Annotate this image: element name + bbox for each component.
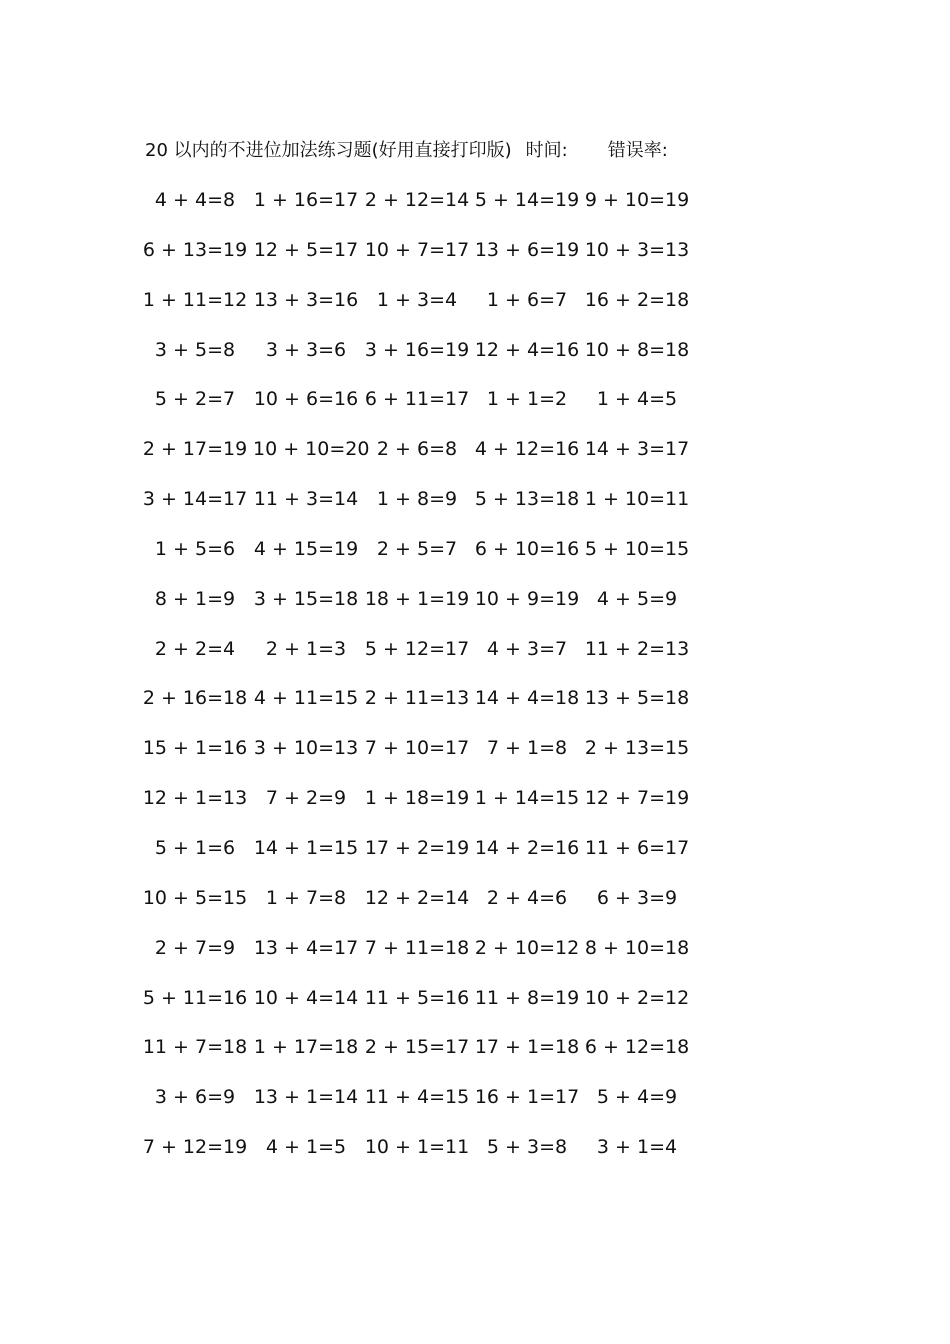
- problem-row: [150, 833, 710, 883]
- problem-item: 1 + 1=2: [486, 388, 568, 411]
- problem-item: 10 + 1=11: [364, 1136, 470, 1159]
- problem-grid: [142, 185, 710, 1182]
- problem-item: 12 + 4=16: [474, 338, 580, 361]
- problem-item: 3 + 16=19: [364, 338, 470, 361]
- problem-row: [142, 285, 710, 335]
- problem-item: 5 + 10=15: [584, 537, 690, 560]
- worksheet-header: [145, 137, 668, 165]
- problem-item: 7 + 12=19: [142, 1136, 248, 1159]
- problem-item: 6 + 13=19: [142, 238, 248, 261]
- problem-item: 11 + 7=18: [142, 1036, 248, 1059]
- problem-item: 1 + 16=17: [253, 189, 359, 211]
- problem-row: [142, 484, 710, 534]
- problem-row: [150, 384, 710, 434]
- problem-item: 10 + 7=17: [364, 238, 470, 261]
- problem-item: 2 + 11=13: [364, 687, 470, 710]
- problem-item: 11 + 8=19: [474, 986, 580, 1009]
- problem-item: 2 + 2=4: [154, 637, 236, 660]
- problem-item: 11 + 5=16: [364, 986, 470, 1009]
- problem-item: 5 + 14=19: [474, 189, 580, 211]
- problem-item: 16 + 2=18: [584, 288, 690, 311]
- problem-item: 16 + 1=17: [474, 1086, 580, 1109]
- problem-item: 4 + 3=7: [486, 637, 568, 660]
- error-rate-label: 错误率:: [607, 140, 668, 161]
- problem-item: 13 + 3=16: [253, 288, 359, 311]
- problem-item: 1 + 4=5: [596, 388, 678, 411]
- problem-item: 5 + 12=17: [364, 637, 470, 660]
- problem-item: 4 + 5=9: [596, 587, 678, 610]
- worksheet-title: 20 以内的不进位加法练习题(好用直接打印版): [145, 140, 512, 161]
- problem-item: 3 + 15=18: [253, 587, 359, 610]
- problem-item: 2 + 16=18: [142, 687, 248, 710]
- problem-item: 2 + 1=3: [265, 637, 347, 660]
- problem-item: 3 + 5=8: [154, 338, 236, 361]
- problem-row: [142, 733, 710, 783]
- problem-item: 10 + 6=16: [253, 388, 359, 411]
- problem-item: 12 + 5=17: [253, 238, 359, 261]
- problem-row: [142, 783, 710, 833]
- problem-item: 1 + 11=12: [142, 288, 248, 311]
- problem-row: [142, 683, 710, 733]
- problem-item: 2 + 5=7: [376, 537, 458, 560]
- problem-item: 2 + 15=17: [364, 1036, 470, 1059]
- problem-item: 17 + 2=19: [364, 836, 470, 859]
- problem-item: 13 + 1=14: [253, 1086, 359, 1109]
- problem-item: 11 + 4=15: [364, 1086, 470, 1109]
- problem-item: 14 + 1=15: [253, 836, 359, 859]
- problem-item: 4 + 15=19: [253, 537, 359, 560]
- problem-item: 2 + 17=19: [142, 438, 248, 461]
- problem-item: 3 + 6=9: [154, 1086, 236, 1109]
- problem-item: 5 + 11=16: [142, 986, 248, 1009]
- problem-item: 12 + 1=13: [142, 787, 248, 810]
- problem-item: 9 + 10=19: [584, 189, 690, 211]
- problem-item: 10 + 3=13: [584, 238, 690, 261]
- problem-item: 13 + 6=19: [474, 238, 580, 261]
- problem-item: 2 + 10=12: [474, 936, 580, 959]
- problem-item: 1 + 6=7: [486, 288, 568, 311]
- problem-item: 7 + 10=17: [364, 737, 470, 760]
- problem-item: 1 + 18=19: [364, 787, 470, 810]
- problem-row: [142, 983, 710, 1033]
- problem-item: 10 + 4=14: [253, 986, 359, 1009]
- problem-row: [150, 933, 710, 983]
- problem-item: 13 + 4=17: [253, 936, 359, 959]
- problem-item: 8 + 10=18: [584, 936, 690, 959]
- problem-item: 4 + 1=5: [265, 1136, 347, 1159]
- problem-item: 4 + 4=8: [154, 189, 236, 211]
- problem-item: 10 + 2=12: [584, 986, 690, 1009]
- problem-item: 1 + 14=15: [474, 787, 580, 810]
- problem-item: 14 + 4=18: [474, 687, 580, 710]
- problem-item: 11 + 2=13: [584, 637, 690, 660]
- problem-row: [142, 434, 710, 484]
- problem-item: 8 + 1=9: [154, 587, 236, 610]
- problem-item: 3 + 14=17: [142, 488, 248, 511]
- problem-row: [150, 185, 710, 235]
- problem-item: 10 + 8=18: [584, 338, 690, 361]
- problem-item: 2 + 12=14: [364, 189, 470, 211]
- problem-row: [142, 235, 710, 285]
- problem-item: 10 + 9=19: [474, 587, 580, 610]
- problem-item: 5 + 1=6: [154, 836, 236, 859]
- problem-row: [142, 1032, 710, 1082]
- problem-item: 15 + 1=16: [142, 737, 248, 760]
- problem-item: 11 + 3=14: [253, 488, 359, 511]
- problem-item: 7 + 11=18: [364, 936, 470, 959]
- problem-item: 7 + 2=9: [265, 787, 347, 810]
- problem-item: 10 + 10=20: [253, 438, 370, 461]
- problem-item: 5 + 13=18: [474, 488, 580, 511]
- problem-item: 1 + 3=4: [376, 288, 458, 311]
- problem-item: 14 + 2=16: [474, 836, 580, 859]
- problem-item: 17 + 1=18: [474, 1036, 580, 1059]
- problem-item: 1 + 5=6: [154, 537, 236, 560]
- problem-row: [150, 534, 710, 584]
- problem-item: 1 + 10=11: [584, 488, 690, 511]
- time-label: 时间:: [525, 140, 568, 161]
- problem-item: 2 + 6=8: [376, 438, 458, 461]
- problem-item: 4 + 11=15: [253, 687, 359, 710]
- problem-item: 2 + 13=15: [584, 737, 690, 760]
- problem-item: 2 + 4=6: [486, 886, 568, 909]
- problem-item: 11 + 6=17: [584, 836, 690, 859]
- problem-row: [150, 1082, 710, 1132]
- problem-row: [142, 883, 710, 933]
- problem-item: 12 + 2=14: [364, 886, 470, 909]
- problem-item: 4 + 12=16: [474, 438, 580, 461]
- problem-row: [142, 1132, 710, 1182]
- problem-item: 6 + 12=18: [584, 1036, 690, 1059]
- problem-item: 5 + 2=7: [154, 388, 236, 411]
- problem-item: 5 + 3=8: [486, 1136, 568, 1159]
- problem-item: 3 + 10=13: [253, 737, 359, 760]
- problem-item: 1 + 17=18: [253, 1036, 359, 1059]
- problem-item: 1 + 7=8: [265, 886, 347, 909]
- problem-item: 12 + 7=19: [584, 787, 690, 810]
- problem-row: [150, 634, 710, 684]
- problem-item: 10 + 5=15: [142, 886, 248, 909]
- problem-item: 3 + 3=6: [265, 338, 347, 361]
- problem-item: 18 + 1=19: [364, 587, 470, 610]
- problem-item: 6 + 10=16: [474, 537, 580, 560]
- problem-item: 6 + 3=9: [596, 886, 678, 909]
- problem-item: 5 + 4=9: [596, 1086, 678, 1109]
- problem-item: 14 + 3=17: [584, 438, 690, 461]
- problem-row: [150, 584, 710, 634]
- problem-item: 3 + 1=4: [596, 1136, 678, 1159]
- problem-item: 2 + 7=9: [154, 936, 236, 959]
- problem-row: [150, 335, 710, 385]
- problem-item: 7 + 1=8: [486, 737, 568, 760]
- problem-item: 13 + 5=18: [584, 687, 690, 710]
- problem-item: 6 + 11=17: [364, 388, 470, 411]
- problem-item: 1 + 8=9: [376, 488, 458, 511]
